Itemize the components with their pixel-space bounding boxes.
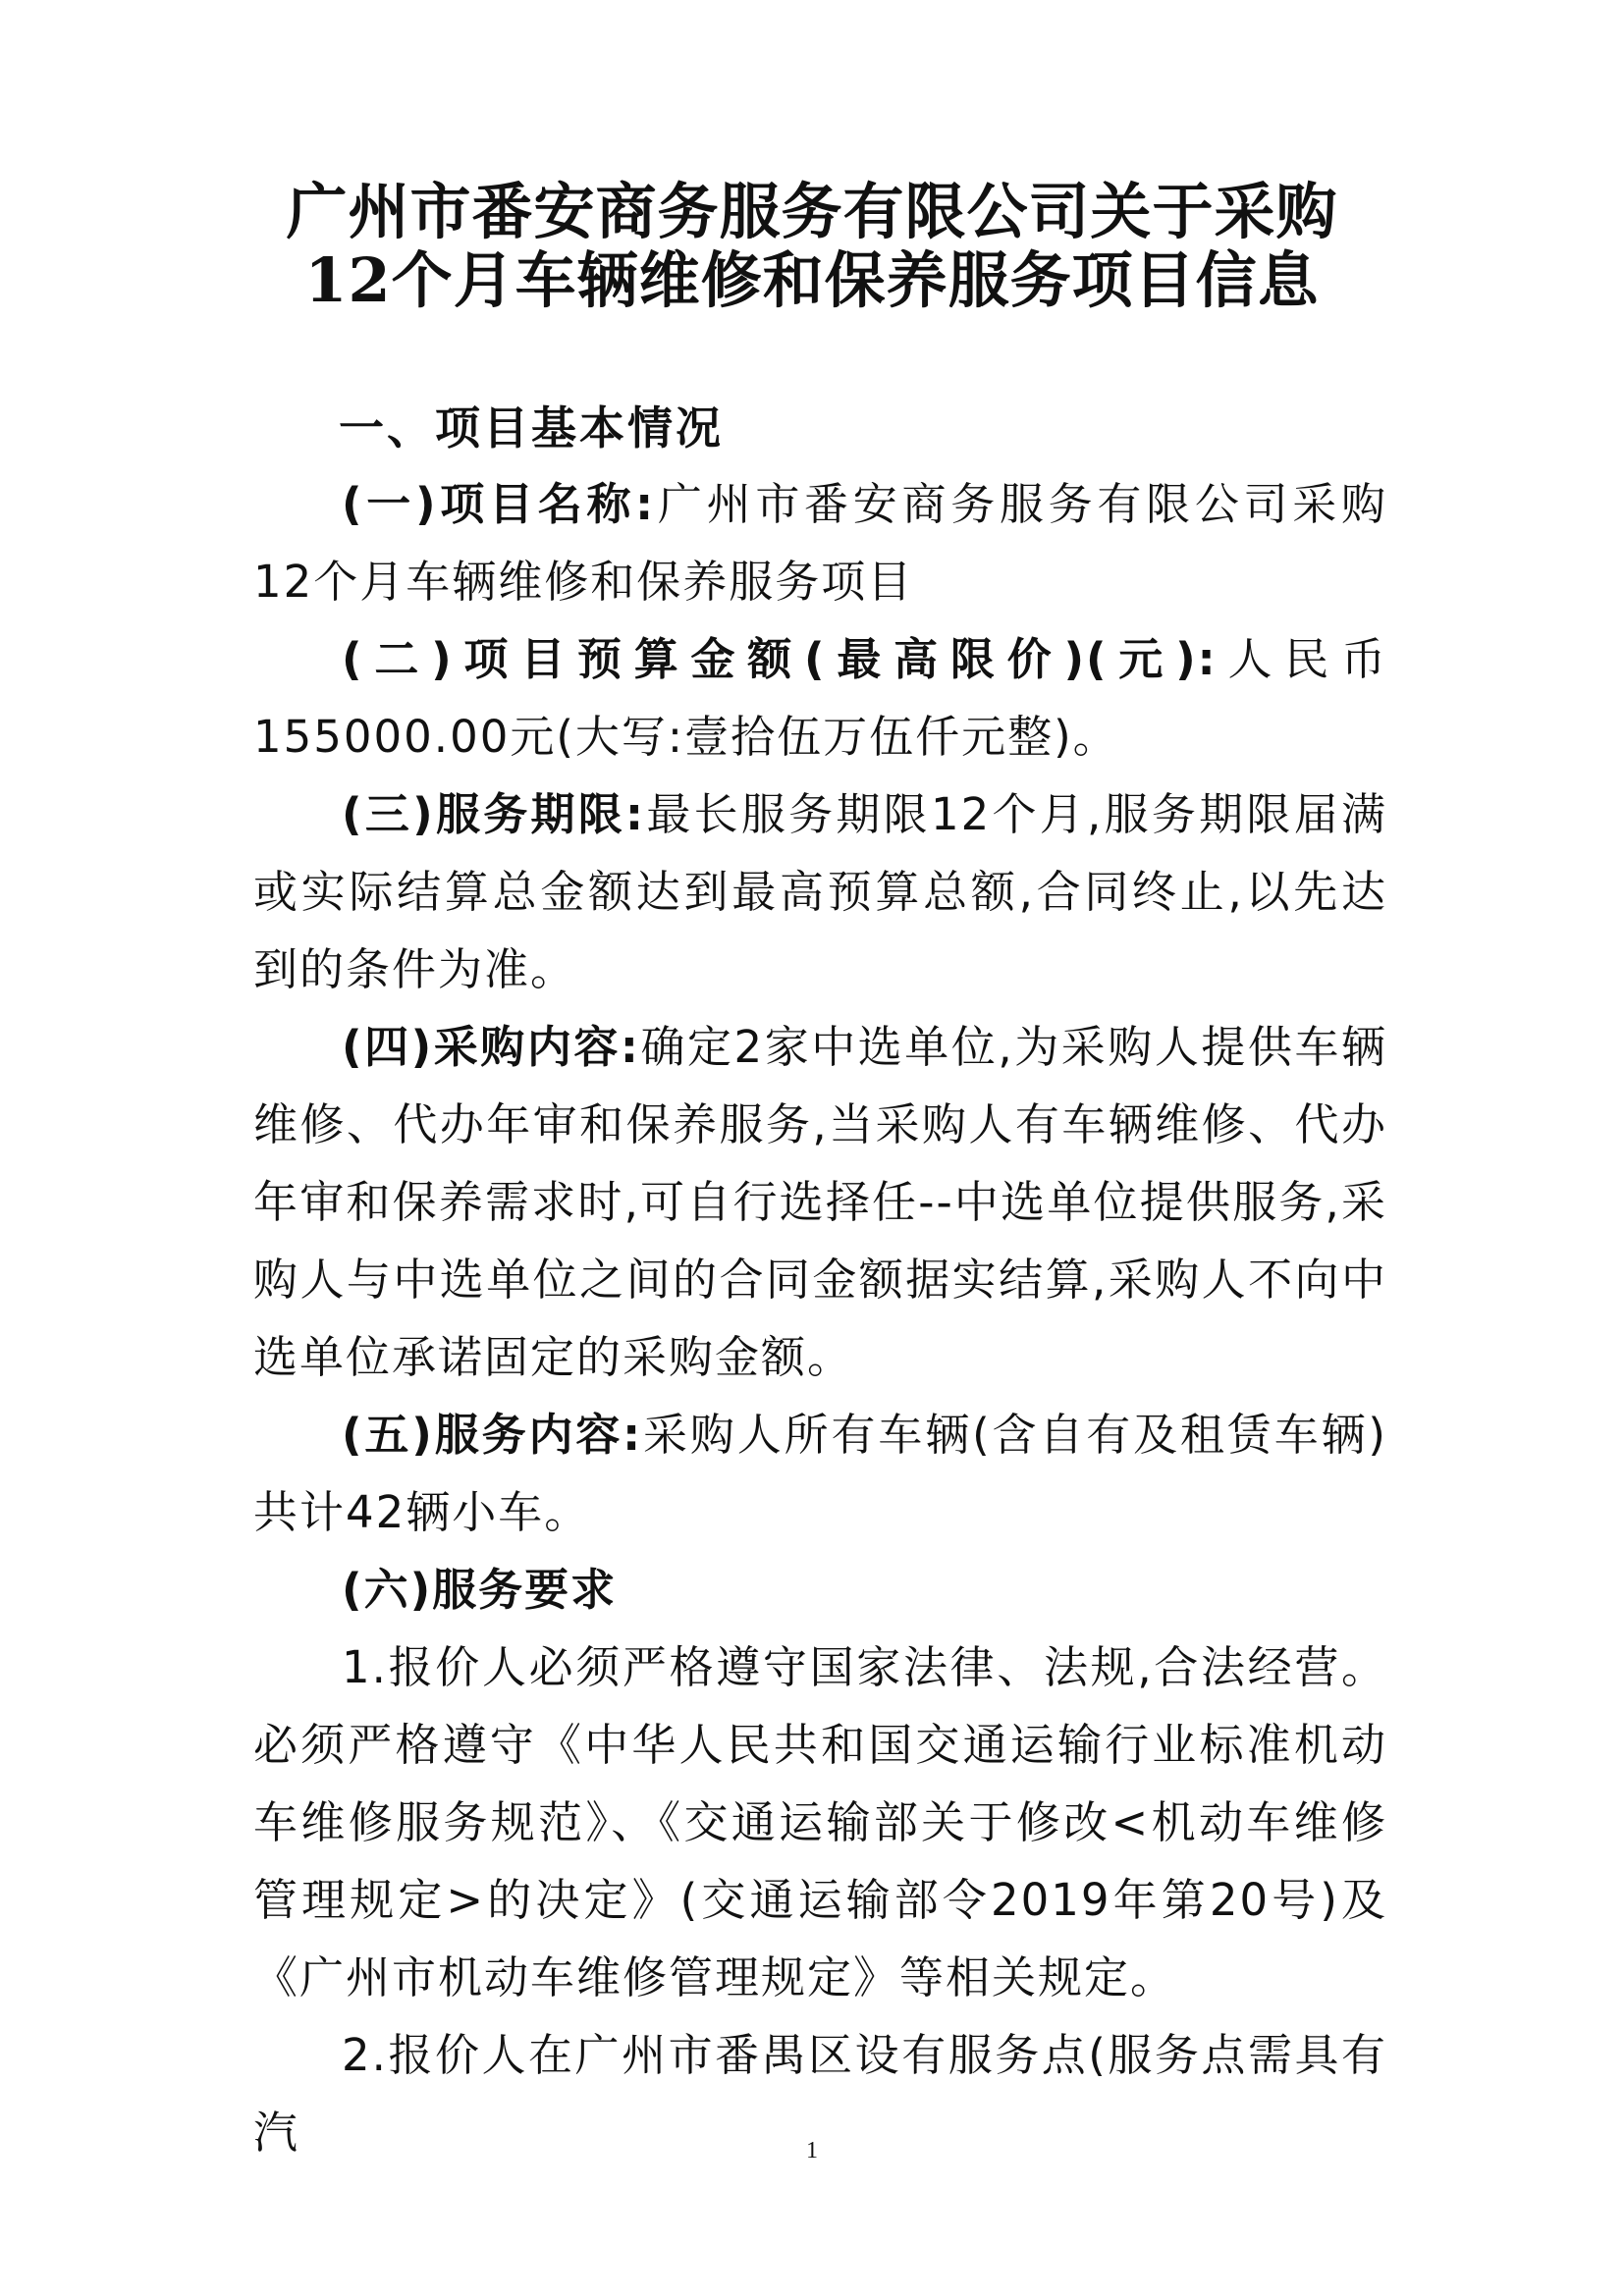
paragraph-text: 广州市番安商务服务有限公司采购12个月车辆维修和保养服务项目 [253,478,1387,608]
paragraph-procurement-content [253,1008,1387,1396]
section-heading: 一、项目基本情况 [339,401,724,454]
paragraph-text: 确定2家中选单位,为采购人提供车辆维修、代办年审和保养服务,当采购人有车辆维修、代办年审和保养需求时,可自行选择任--中选单位提供服务,采购人与中选单位之间的合同金额据实结算,采购人不向中选单位承诺固定的采购金额。 [253,1021,1387,1383]
document-title-line-2: 12个月车辆维修和保养服务项目信息 [304,244,1320,316]
page-number: 1 [806,2138,818,2163]
paragraph-label: (一)项目名称: [342,478,656,530]
document-title-line-1: 广州市番安商务服务有限公司关于采购 [286,176,1338,247]
paragraph-text: 2.报价人在广州市番禺区设有服务点(服务点需具有汽 [253,2029,1387,2159]
paragraph-label: (六)服务要求 [342,1564,618,1616]
paragraph-label: (五)服务内容: [342,1409,643,1461]
paragraph-label: (三)服务期限: [342,788,646,840]
paragraph-text: 人民币155000.00元(大写:壹拾伍万伍仟元整)。 [253,633,1387,763]
paragraph-requirement-1 [253,1629,1387,2016]
paragraph-service-period [253,775,1387,1008]
paragraph-budget [253,620,1387,775]
paragraph-text: 采购人所有车辆(含自有及租赁车辆)共计42辆小车。 [253,1409,1387,1538]
paragraph-text: 最长服务期限12个月,服务期限届满或实际结算总金额达到最高预算总额,合同终止,以先达到的条件为准。 [253,788,1387,995]
paragraph-project-name [253,465,1387,620]
paragraph-service-requirements-heading [253,1551,1387,1629]
paragraph-label: (四)采购内容: [342,1021,640,1073]
paragraph-label: (二)项目预算金额(最高限价)(元): [342,633,1218,685]
paragraph-service-content [253,1396,1387,1551]
paragraph-text: 1.报价人必须严格遵守国家法律、法规,合法经营。必须严格遵守《中华人民共和国交通运输行业标准机动车维修服务规范》、《交通运输部关于修改<机动车维修管理规定>的决定》(交通运输部令2019年第20号)及《广州市机动车维修管理规定》等相关规定。 [253,1641,1387,2003]
